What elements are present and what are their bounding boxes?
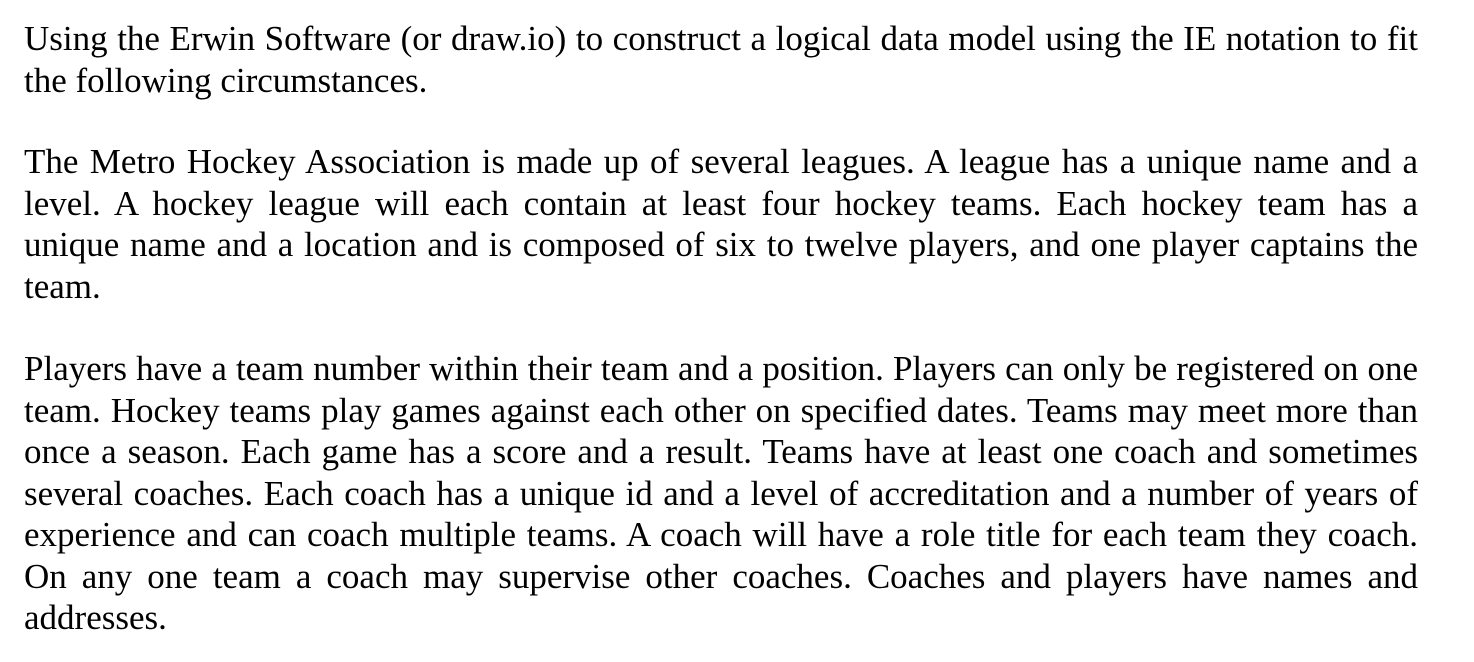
instructions-paragraph: Using the Erwin Software (or draw.io) to construct a logical data model using the IE notation to fit the following circumstances.: [24, 19, 1418, 100]
league-description-paragraph: The Metro Hockey Association is made up of several leagues. A league has a unique name and a level. A hockey league will each contain at least four hockey teams. Each hockey team has a unique name and a location and is composed of six to twelve players, and one player captains the team.: [24, 142, 1418, 306]
players-games-coaches-paragraph: Players have a team number within their team and a position. Players can only be registered on one team. Hockey teams play games against each other on specified dates. Teams may meet more than once a season. Each game has a score and a result. Teams have at least one coach and sometimes several coaches. Each coach has a unique id and a level of accreditation and a number of years of experience and can coach multiple teams. A coach will have a role title for each team they coach. On any one team a coach may supervise other coaches. Coaches and players have names and addresses.: [24, 349, 1418, 637]
